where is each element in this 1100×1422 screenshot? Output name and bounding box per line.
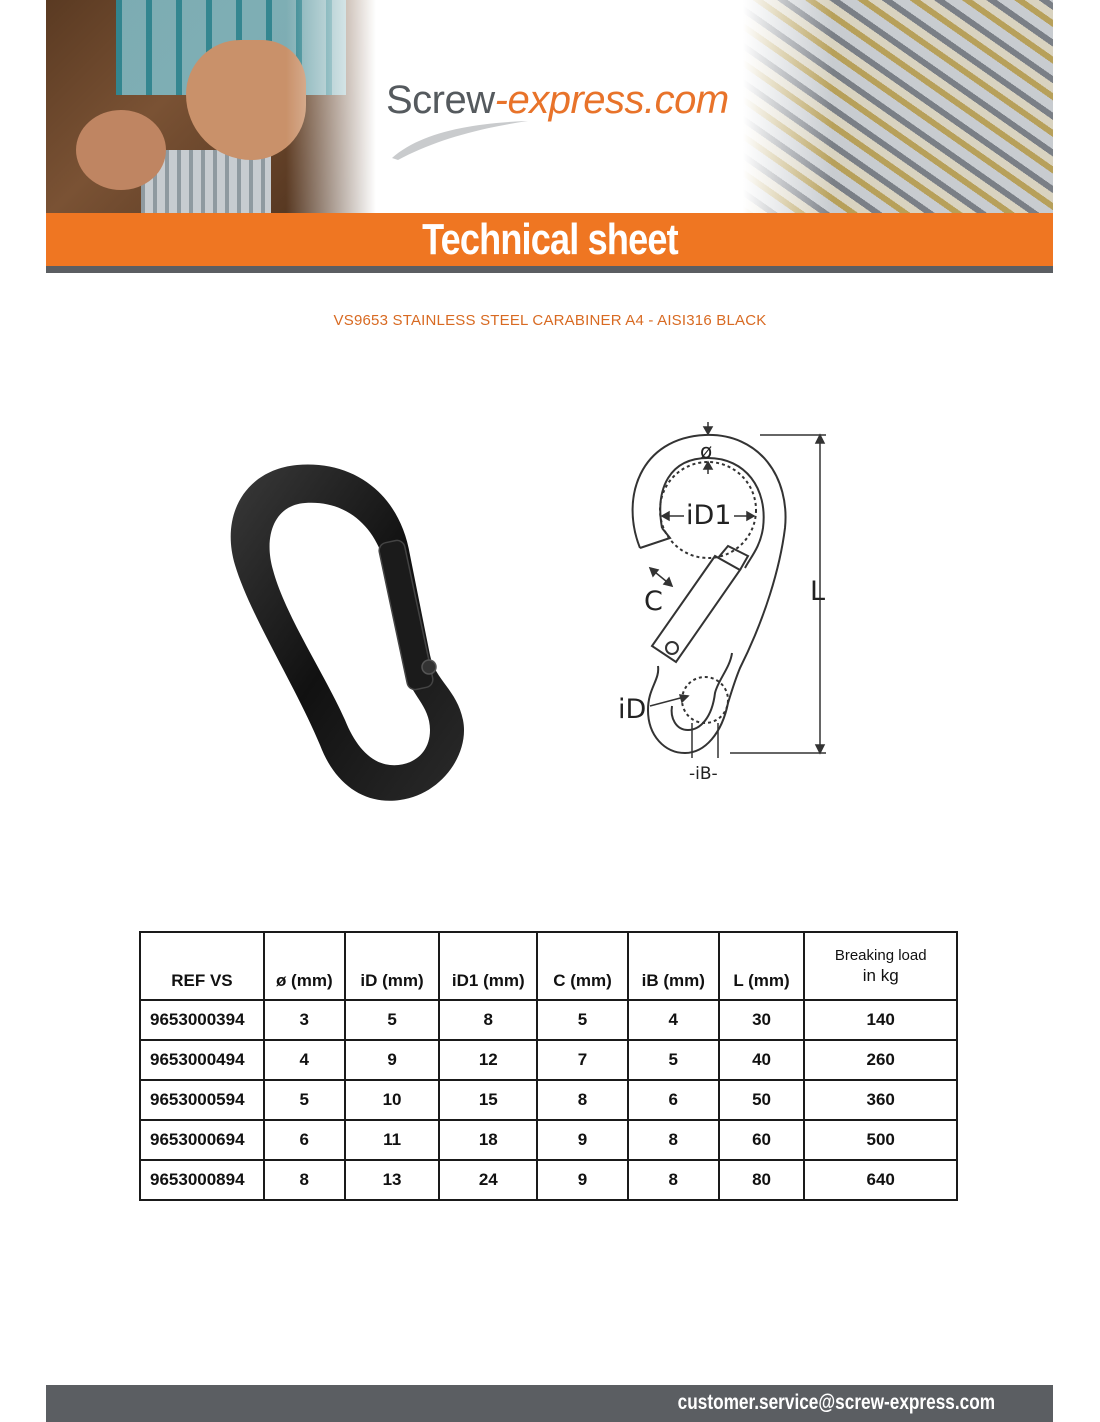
- table-header-row: [140, 932, 957, 1000]
- label-l: L: [810, 576, 826, 607]
- label-diameter: ø: [700, 439, 713, 463]
- cell-id1: 18: [439, 1120, 537, 1160]
- cell-l: 80: [719, 1160, 805, 1200]
- cell-diameter: 5: [264, 1080, 345, 1120]
- cell-ref: 9653000494: [140, 1040, 264, 1080]
- cell-c: 9: [537, 1160, 628, 1200]
- cell-c: 7: [537, 1040, 628, 1080]
- carabiner-photo: [225, 455, 475, 815]
- product-title: VS9653 STAINLESS STEEL CARABINER A4 - AISI316 BLACK: [333, 312, 767, 329]
- header-breaking-load-line1: Breaking load: [834, 947, 927, 964]
- cell-c: 9: [537, 1120, 628, 1160]
- cell-id1: 8: [439, 1000, 537, 1040]
- cell-ib: 5: [628, 1040, 719, 1080]
- header-c: C (mm): [537, 932, 628, 1000]
- cell-id: 13: [345, 1160, 440, 1200]
- logo: [386, 78, 729, 123]
- cell-breaking-load: 640: [804, 1160, 957, 1200]
- header-photo-tools: [46, 0, 376, 213]
- cell-diameter: 3: [264, 1000, 345, 1040]
- cell-breaking-load: 360: [804, 1080, 957, 1120]
- cell-breaking-load: 140: [804, 1000, 957, 1040]
- footer: [46, 1385, 1053, 1422]
- logo-swoosh-icon: [390, 118, 530, 163]
- cell-ref: 9653000594: [140, 1080, 264, 1120]
- cell-diameter: 8: [264, 1160, 345, 1200]
- cell-ib: 8: [628, 1160, 719, 1200]
- header-photo-screws: [743, 0, 1053, 213]
- cell-id1: 24: [439, 1160, 537, 1200]
- cell-ib: 6: [628, 1080, 719, 1120]
- header-ref: REF VS: [140, 932, 264, 1000]
- table-row: [140, 1080, 957, 1120]
- cell-breaking-load: 500: [804, 1120, 957, 1160]
- header-breaking-load: [804, 932, 957, 1000]
- cell-l: 60: [719, 1120, 805, 1160]
- cell-ref: 9653000394: [140, 1000, 264, 1040]
- cell-l: 50: [719, 1080, 805, 1120]
- banner-title: Technical sheet: [421, 214, 678, 264]
- cell-id: 11: [345, 1120, 440, 1160]
- cell-ref: 9653000894: [140, 1160, 264, 1200]
- table-row: [140, 1000, 957, 1040]
- cell-ref: 9653000694: [140, 1120, 264, 1160]
- cell-breaking-load: 260: [804, 1040, 957, 1080]
- logo-text-domain: -express.com: [494, 78, 729, 122]
- cell-diameter: 4: [264, 1040, 345, 1080]
- logo-text-main: Screw: [386, 78, 495, 122]
- cell-id: 9: [345, 1040, 440, 1080]
- header-ib: iB (mm): [628, 932, 719, 1000]
- cell-ib: 4: [628, 1000, 719, 1040]
- cell-l: 40: [719, 1040, 805, 1080]
- title-banner: [46, 213, 1053, 266]
- header-id1: iD1 (mm): [439, 932, 537, 1000]
- label-ib: -iB-: [689, 764, 718, 784]
- carabiner-technical-drawing: [600, 418, 840, 788]
- header-l: L (mm): [719, 932, 805, 1000]
- header-diameter: ø (mm): [264, 932, 345, 1000]
- header-breaking-load-line2: in kg: [862, 966, 899, 985]
- label-id1: iD1: [686, 500, 732, 531]
- label-id: iD: [618, 694, 647, 725]
- cell-id1: 12: [439, 1040, 537, 1080]
- table-row: [140, 1040, 957, 1080]
- table-row: [140, 1120, 957, 1160]
- cell-id: 10: [345, 1080, 440, 1120]
- spec-table: [139, 931, 958, 1201]
- header-id: iD (mm): [345, 932, 440, 1000]
- banner-underline: [46, 266, 1053, 273]
- header: [46, 0, 1053, 213]
- table-row: [140, 1160, 957, 1200]
- label-c: C: [644, 586, 663, 617]
- cell-ib: 8: [628, 1120, 719, 1160]
- cell-id: 5: [345, 1000, 440, 1040]
- footer-email-link[interactable]: customer.service@screw-express.com: [677, 1391, 995, 1414]
- cell-c: 5: [537, 1000, 628, 1040]
- cell-diameter: 6: [264, 1120, 345, 1160]
- cell-l: 30: [719, 1000, 805, 1040]
- cell-c: 8: [537, 1080, 628, 1120]
- cell-id1: 15: [439, 1080, 537, 1120]
